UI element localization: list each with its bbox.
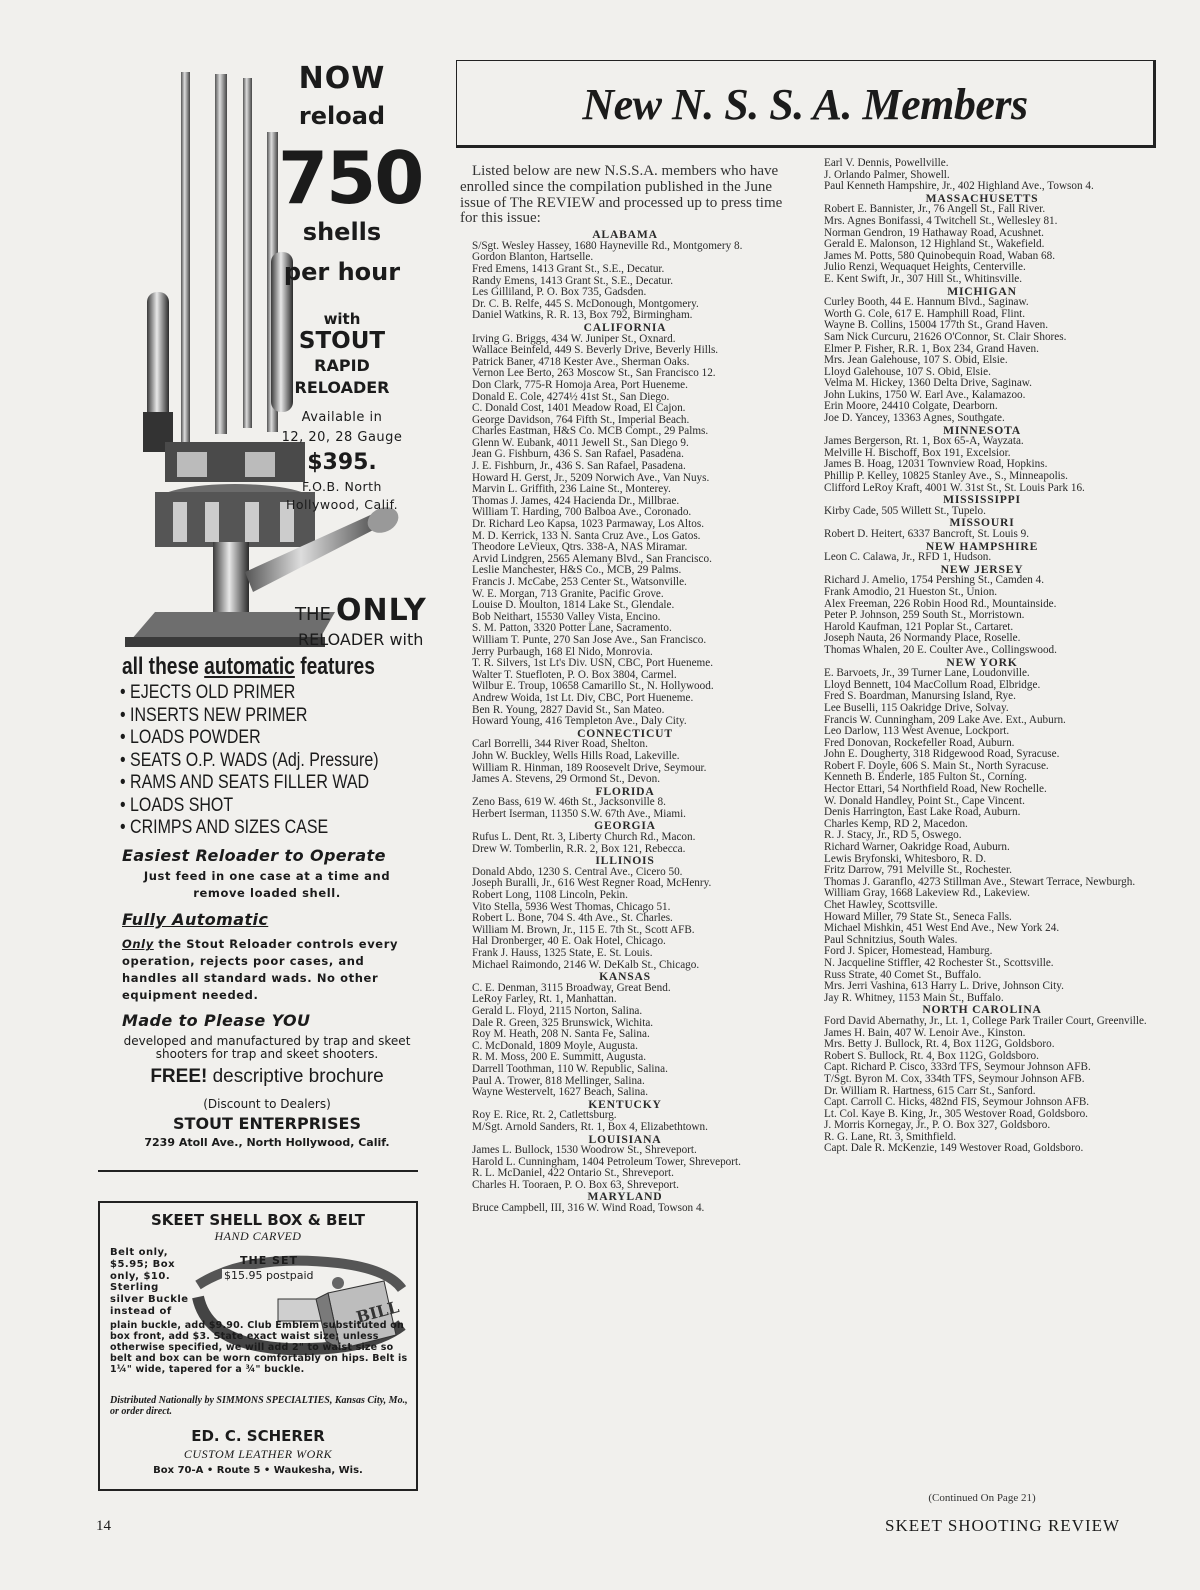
member-entry: T/Sgt. Byron M. Cox, 334th TFS, Seymour Johnson AFB. xyxy=(824,1072,1085,1085)
member-entry: Bruce Campbell, III, 316 W. Wind Road, Towson 4. xyxy=(472,1202,705,1215)
state-heading: MICHIGAN xyxy=(947,284,1017,298)
member-entry: James L. Bullock, 1530 Woodrow St., Shreveport. xyxy=(472,1144,697,1157)
member-entry: Richard J. Amelio, 1754 Pershing St., Camden 4. xyxy=(824,574,1045,587)
member-entry: John E. Dougherty, 318 Ridgewood Road, Syracuse. xyxy=(824,748,1060,761)
page-number: 14 xyxy=(96,1518,111,1534)
ad-discount: (Discount to Dealers) xyxy=(203,1097,331,1111)
state-heading: LOUISIANA xyxy=(588,1132,662,1146)
member-entry: R. L. McDaniel, 422 Ontario St., Shreveport. xyxy=(472,1167,674,1180)
member-entry: Paul Schnitzius, South Wales. xyxy=(824,933,958,946)
member-entry: Leon C. Calawa, Jr., RFD 1, Hudson. xyxy=(824,551,992,564)
member-entry: Ben R. Young, 2827 David St., San Mateo. xyxy=(472,703,665,716)
member-entry: James B. Hoag, 12031 Townview Road, Hopkins. xyxy=(824,458,1048,471)
ad-free: FREE! xyxy=(150,1066,208,1087)
box-maker: ED. C. SCHERER xyxy=(191,1427,325,1445)
member-entry: Paul A. Trower, 818 Mellinger, Salina. xyxy=(472,1074,645,1087)
member-entry: Harold Kaufman, 121 Poplar St., Cartaret. xyxy=(824,620,1014,633)
state-heading: KENTUCKY xyxy=(588,1097,662,1111)
state-heading: MISSOURI xyxy=(949,516,1015,530)
member-entry: Jean G. Fishburn, 436 S. San Rafael, Pasadena. xyxy=(472,448,684,461)
member-entry: Joseph Nauta, 26 Normandy Place, Roselle. xyxy=(824,632,1021,645)
ad-fully-body xyxy=(122,936,412,1004)
feature-item: • EJECTS OLD PRIMER xyxy=(120,681,296,703)
member-entry: Lewis Bryfonski, Whitesboro, R. D. xyxy=(824,852,987,865)
state-heading: NEW HAMPSHIRE xyxy=(925,539,1039,553)
member-entry: Howard Young, 416 Templeton Ave., Daly City. xyxy=(472,715,687,728)
ad-with: with xyxy=(323,310,361,328)
member-entry: C. Donald Cost, 1401 Meadow Road, El Cajon. xyxy=(472,402,686,415)
state-heading: MINNESOTA xyxy=(943,423,1021,437)
member-entry: Earl V. Dennis, Powellville. xyxy=(824,157,949,169)
member-entry: Frank J. Hauss, 1325 State, E. St. Louis. xyxy=(472,947,653,959)
ad-reloader-with: RELOADER with xyxy=(298,630,424,649)
ad-now: NOW xyxy=(298,61,386,96)
member-entry: Ford David Abernathy, Jr., Lt. 1, College Park Trailer Court, Greenville. xyxy=(824,1014,1147,1027)
member-entry: Carl Borrelli, 344 River Road, Shelton. xyxy=(472,738,648,751)
member-entry: Denis Harrington, East Lake Road, Auburn. xyxy=(824,806,1021,819)
member-entry: Louise D. Moulton, 1814 Lake St., Glendale. xyxy=(472,599,675,612)
state-heading: KANSAS xyxy=(599,970,651,984)
member-entry: Robert F. Doyle, 606 S. Main St., North Syracuse. xyxy=(824,759,1049,772)
member-entry: James Bergerson, Rt. 1, Box 65-A, Wayzata. xyxy=(824,435,1024,448)
member-entry: Thomas J. Garanflo, 4273 Stillman Ave., Stewart Terrace, Newburgh. xyxy=(824,875,1136,888)
member-entry: James A. Stevens, 29 Ormond St., Devon. xyxy=(472,773,661,786)
member-entry: Mrs. Agnes Bonifassi, 4 Twitchell St., Wellesley 81. xyxy=(824,214,1058,227)
member-entry: Wayne B. Collins, 15004 177th St., Grand Haven. xyxy=(824,319,1049,332)
box-address: Box 70-A • Route 5 • Waukesha, Wis. xyxy=(153,1465,363,1476)
continued-note: (Continued On Page 21) xyxy=(928,1492,1036,1504)
member-entry: Herbert Iserman, 11350 S.W. 67th Ave., Miami. xyxy=(472,807,686,820)
member-entry: J. Orlando Palmer, Showell. xyxy=(824,168,950,181)
member-entry: Darrell Toothman, 110 W. Republic, Salina. xyxy=(472,1062,668,1075)
member-entry: Robert D. Heitert, 6337 Bancroft, St. Louis 9. xyxy=(824,528,1030,540)
ad-easiest-heading: Easiest Reloader to Operate xyxy=(122,846,386,865)
ad-features-word: features xyxy=(300,653,375,680)
member-entry: Drew W. Tomberlin, R.R. 2, Box 121, Rebecca. xyxy=(472,842,686,855)
member-entry: Theodore LeVieux, Qtrs. 338-A, NAS Miramar. xyxy=(472,541,688,554)
state-heading: ALABAMA xyxy=(592,228,658,242)
magazine-name: SKEET SHOOTING REVIEW xyxy=(885,1516,1121,1535)
member-entry: Worth G. Cole, 617 E. Hamphill Road, Flint. xyxy=(824,307,1026,320)
member-entry: Fritz Darrow, 791 Melville St., Rochester. xyxy=(824,864,1012,877)
ad-address: 7239 Atoll Ave., North Hollywood, Calif. xyxy=(144,1136,390,1149)
member-entry: Dr. Richard Leo Kapsa, 1023 Parmaway, Los Altos. xyxy=(472,518,704,531)
member-entry: John W. Buckley, Wells Hills Road, Lakeville. xyxy=(472,749,680,762)
ad-shells: shells xyxy=(302,218,382,246)
member-entry: William R. Hinman, 189 Roosevelt Drive, Seymour. xyxy=(472,761,707,774)
member-entry: Daniel Watkins, R. R. 13, Box 792, Birmingham. xyxy=(472,309,693,322)
member-entry: Russ Strate, 40 Comet St., Buffalo. xyxy=(824,968,982,981)
member-entry: Sam Nick Curcuru, 21626 O'Connor, St. Clair Shores. xyxy=(824,330,1067,343)
member-entry: Frank Amodio, 21 Hueston St., Union. xyxy=(824,585,998,598)
member-entry: Donald E. Cole, 4274½ 41st St., San Diego. xyxy=(472,390,670,403)
state-heading: NEW JERSEY xyxy=(940,562,1024,576)
member-entry: Clifford LeRoy Kraft, 4001 W. 31st St., St. Louis Park 16. xyxy=(824,481,1085,494)
state-heading: FLORIDA xyxy=(595,784,655,798)
ad-reloader: RELOADER xyxy=(294,378,390,397)
member-entry: Francis W. Cunningham, 209 Lake Ave. Ext., Auburn. xyxy=(824,713,1066,726)
member-entry: Phillip P. Kelley, 10825 Stanley Ave., S., Minneapolis. xyxy=(824,470,1068,483)
member-entry: Arvid Lindgren, 2565 Alemany Blvd., San Francisco. xyxy=(472,552,712,565)
member-entry: M/Sgt. Arnold Sanders, Rt. 1, Box 4, Elizabethtown. xyxy=(472,1120,708,1133)
ad-company: STOUT ENTERPRISES xyxy=(173,1114,361,1133)
member-entry: Mrs. Jean Galehouse, 107 S. Obid, Elsie. xyxy=(824,354,1008,367)
member-entry: Vito Stella, 5936 West Thomas, Chicago 51. xyxy=(472,900,671,913)
state-heading: GEORGIA xyxy=(594,819,656,833)
member-entry: Roy M. Heath, 208 N. Santa Fe, Salina. xyxy=(472,1028,650,1041)
member-entry: Michael Raimondo, 2146 W. DeKalb St., Chicago. xyxy=(472,958,700,971)
ad-the: THE xyxy=(295,604,331,625)
ad-price: $395. xyxy=(307,450,377,475)
member-entry: Irving G. Briggs, 434 W. Juniper St., Oxnard. xyxy=(472,332,676,345)
box-set-price: $15.95 postpaid xyxy=(224,1269,314,1282)
member-entry: Hector Ettari, 54 Northfield Road, New Rochelle. xyxy=(824,783,1047,796)
member-entry: R. G. Lane, Rt. 3, Smithfield. xyxy=(824,1130,957,1143)
member-entry: Peter P. Johnson, 259 South St., Morristown. xyxy=(824,609,1025,622)
ad-all-these: all these xyxy=(122,653,199,680)
member-entry: Andrew Woida, 1st Lt. Div, CBC, Port Hueneme. xyxy=(472,691,694,704)
member-entry: Mrs. Jerri Vashina, 613 Harry L. Drive, Johnson City. xyxy=(824,980,1064,993)
state-heading: MASSACHUSETTS xyxy=(925,191,1039,205)
member-entry: Donald Abdo, 1230 S. Central Ave., Cicero 50. xyxy=(472,865,683,878)
member-entry: Elmer P. Fisher, R.R. 1, Box 234, Grand Haven. xyxy=(824,342,1039,355)
member-entry: Charles H. Tooraen, P. O. Box 63, Shreveport. xyxy=(472,1178,679,1191)
member-entry: Jay R. Whitney, 1153 Main St., Buffalo. xyxy=(824,991,1004,1004)
member-entry: Lee Buselli, 115 Oakridge Drive, Solvay. xyxy=(824,701,1009,714)
member-entry: T. R. Silvers, 1st Lt's Div. USN, CBC, Port Hueneme. xyxy=(472,657,713,670)
member-entry: R. J. Stacy, Jr., RD 5, Oswego. xyxy=(824,829,962,842)
box-subtitle: HAND CARVED xyxy=(214,1229,302,1243)
ad-fully-heading: Fully Automatic xyxy=(122,910,269,929)
member-entry: Gordon Blanton, Hartselle. xyxy=(472,251,594,264)
member-entry: N. Jacqueline Stiffler, 42 Rochester St., Scottsville. xyxy=(824,956,1054,969)
member-entry: Kenneth B. Enderle, 185 Fulton St., Corning. xyxy=(824,771,1027,784)
member-entry: James H. Bain, 407 W. Lenoir Ave., Kinston. xyxy=(824,1026,1026,1039)
member-entry: Lloyd Bennett, 104 MacCollum Road, Elbridge. xyxy=(824,678,1041,691)
box-craft: CUSTOM LEATHER WORK xyxy=(183,1447,333,1461)
member-entry: James M. Potts, 580 Quinobequin Road, Waban 68. xyxy=(824,249,1056,262)
member-entry: Thomas J. James, 424 Hacienda Dr., Millbrae. xyxy=(472,494,680,507)
feature-item: • INSERTS NEW PRIMER xyxy=(120,703,308,726)
member-entry: Melville H. Bischoff, Box 191, Excelsior. xyxy=(824,446,1011,459)
member-entry: William T. Punte, 270 San Jose Ave., San Francisco. xyxy=(472,633,707,646)
state-heading: NORTH CAROLINA xyxy=(922,1003,1042,1017)
member-entry: Leslie Manchester, H&S Co., MCB, 29 Palms. xyxy=(472,564,682,577)
member-entry: M. D. Kerrick, 133 N. Santa Cruz Ave., Los Gatos. xyxy=(472,529,701,542)
box-belt-text: Belt only, $5.95; Box only, $10. Sterling silver Buckle instead of xyxy=(110,1247,189,1317)
state-heading: MISSISSIPPI xyxy=(943,493,1021,507)
ad-rapid: RAPID xyxy=(314,356,370,375)
members-column-2 xyxy=(812,158,1152,1155)
members-column-1 xyxy=(460,164,790,1215)
feature-item: • LOADS SHOT xyxy=(120,793,234,816)
ad-per-hour: per hour xyxy=(283,258,401,286)
ad-gauges: 12, 20, 28 Gauge xyxy=(281,430,403,445)
member-entry: Mrs. Betty J. Bullock, Rt. 4, Box 112G, Goldsboro. xyxy=(824,1038,1055,1051)
ad-available: Available in xyxy=(301,410,383,425)
ad-fully-text: the Stout Reloader controls every operation, rejects poor cases, and handles all standard wads. No other equipment needed. xyxy=(122,937,399,1002)
state-heading: CALIFORNIA xyxy=(583,320,667,334)
ad-only: ONLY xyxy=(336,593,427,628)
member-entry: Capt. Carroll C. Hicks, 482nd FIS, Seymour Johnson AFB. xyxy=(824,1096,1090,1109)
skeet-shell-box-ad xyxy=(98,1201,418,1491)
ad-divider xyxy=(98,1170,418,1172)
ad-all-these-features xyxy=(122,653,375,681)
ad-feature-list xyxy=(120,681,379,839)
member-entry: Erin Moore, 24410 Colgate, Dearborn. xyxy=(824,400,998,413)
title-box xyxy=(456,60,1156,148)
member-entry: Joseph Buralli, Jr., 616 West Regner Road, McHenry. xyxy=(472,877,712,890)
member-entry: Vernon Lee Berto, 263 Moscow St., San Francisco 12. xyxy=(472,367,716,380)
ad-750: 750 xyxy=(278,136,423,220)
member-entry: Wilbur E. Troup, 10658 Camarillo St., N. Hollywood. xyxy=(472,680,714,693)
member-entry: William M. Brown, Jr., 115 E. 7th St., Scott AFB. xyxy=(472,923,695,936)
member-entry: Richard Warner, Oakridge Road, Auburn. xyxy=(824,841,1010,854)
member-entry: Fred S. Boardman, Manursing Island, Rye. xyxy=(824,690,1016,703)
member-entry: Robert Long, 1108 Lincoln, Pekin. xyxy=(472,889,628,902)
member-entry: C. McDonald, 1809 Moyle, Augusta. xyxy=(472,1039,638,1052)
ad-automatic: automatic xyxy=(204,653,295,680)
member-entry: LeRoy Farley, Rt. 1, Manhattan. xyxy=(472,993,617,1006)
member-entry: Robert S. Bullock, Rt. 4, Box 112G, Goldsboro. xyxy=(824,1049,1039,1062)
ad-free-line xyxy=(122,1066,412,1088)
member-entry: Robert L. Bone, 704 S. 4th Ave., St. Charles. xyxy=(472,912,673,925)
feature-item: • SEATS O.P. WADS (Adj. Pressure) xyxy=(120,748,379,771)
box-body: plain buckle, add $9.90. Club Emblem substituted on box front, add $3. State exact waist size; unless otherwise specified, we will add 2" to waist size so belt and box can be worn comfortably on hips. Belt is 1¼" wide, tapered for a ¾" buckle. xyxy=(110,1320,408,1375)
member-entry: Roy E. Rice, Rt. 2, Catlettsburg. xyxy=(472,1109,617,1122)
member-entry: Thomas Whalen, 20 E. Coulter Ave., Collingswood. xyxy=(824,643,1057,656)
member-entry: Charles Kemp, RD 2, Macedon. xyxy=(824,817,968,830)
ad-brochure: descriptive brochure xyxy=(207,1066,384,1087)
member-entry: Harold L. Cunningham, 1404 Petroleum Tower, Shreveport. xyxy=(472,1155,741,1168)
member-entry: Walter T. Stuefloten, P. O. Box 3804, Carmel. xyxy=(472,668,677,681)
member-entry: E. Barvoets, Jr., 39 Turner Lane, Loudonville. xyxy=(824,667,1030,680)
member-entry: Glenn W. Eubank, 4011 Jewell St., San Diego 9. xyxy=(472,436,689,449)
member-entry: Chet Hawley, Scottsville. xyxy=(824,899,938,911)
member-entry: Kirby Cade, 505 Willett St., Tupelo. xyxy=(824,504,986,517)
member-entry: R. M. Moss, 200 E. Summitt, Augusta. xyxy=(472,1051,647,1064)
member-entry: Alex Freeman, 226 Robin Hood Rd., Mountainside. xyxy=(824,597,1057,610)
member-entry: Zeno Bass, 619 W. 46th St., Jacksonville 8. xyxy=(472,796,666,809)
box-distributed: Distributed Nationally by SIMMONS SPECIALTIES, Kansas City, Mo., or order direct. xyxy=(110,1395,408,1417)
member-entry: Dr. C. B. Relfe, 445 S. McDonough, Montgomery. xyxy=(472,297,699,310)
member-entry: J. E. Fishburn, Jr., 436 S. San Rafael, Pasadena. xyxy=(472,460,686,473)
member-entry: Don Clark, 775-R Homoja Area, Port Hueneme. xyxy=(472,378,688,391)
member-entry: Charles Eastman, H&S Co. MCB Compt., 29 Palms. xyxy=(472,425,709,438)
member-entry: Dale R. Green, 325 Brunswick, Wichita. xyxy=(472,1016,654,1029)
member-entry: Patrick Baner, 4718 Kester Ave., Sherman Oaks. xyxy=(472,355,690,368)
feature-item: • CRIMPS AND SIZES CASE xyxy=(120,816,329,838)
member-entry: Gerald L. Floyd, 2115 Norton, Salina. xyxy=(472,1004,643,1017)
box-title: SKEET SHELL BOX & BELT xyxy=(150,1211,366,1229)
member-entry: Wayne Westervelt, 1627 Beach, Salina. xyxy=(472,1086,649,1099)
member-entry: W. Donald Handley, Point St., Cape Vincent. xyxy=(824,794,1025,807)
member-entry: Joe D. Yancey, 13363 Agnes, Southgate. xyxy=(824,412,1005,425)
member-entry: Julio Renzi, Wequaquet Heights, Centerville. xyxy=(824,261,1026,274)
member-entry: Hal Dronberger, 40 E. Oak Hotel, Chicago. xyxy=(472,935,666,948)
member-entry: Ford J. Spicer, Homestead, Hamburg. xyxy=(824,945,993,958)
member-entry: Robert E. Bannister, Jr., 76 Angell St., Fall River. xyxy=(824,203,1046,216)
member-entry: Paul Kenneth Hampshire, Jr., 402 Highland Ave., Towson 4. xyxy=(824,180,1094,193)
member-entry: Lloyd Galehouse, 107 S. Obid, Elsie. xyxy=(824,365,991,378)
intro-paragraph: Listed below are new N.S.S.A. members who have enrolled since the compilation published in the June issue of The REVIEW and processed up to press time for this issue: xyxy=(460,163,783,227)
member-entry: Wallace Beinfeld, 449 S. Beverly Drive, Beverly Hills. xyxy=(472,344,719,357)
buckle-text: BILL xyxy=(354,1297,402,1327)
ad-made-heading: Made to Please YOU xyxy=(122,1011,311,1030)
member-entry: Howard Miller, 79 State St., Seneca Falls. xyxy=(824,910,1012,923)
member-entry: John Lukins, 1750 W. Earl Ave., Kalamazoo. xyxy=(824,388,1026,401)
feature-item: • LOADS POWDER xyxy=(120,726,261,748)
state-heading: ILLINOIS xyxy=(595,854,655,868)
state-heading: NEW YORK xyxy=(946,655,1018,669)
member-entry: Marvin L. Griffith, 236 Laine St., Monterey. xyxy=(472,483,671,496)
member-entry: Dr. William R. Hartness, 615 Carr St., Sanford. xyxy=(824,1084,1036,1097)
member-entry: S/Sgt. Wesley Hassey, 1680 Hayneville Rd., Montgomery 8. xyxy=(472,239,743,252)
member-entry: Bob Neithart, 15530 Valley Vista, Encino. xyxy=(472,610,661,623)
member-entry: Curley Booth, 44 E. Hannum Blvd., Saginaw. xyxy=(824,296,1029,309)
member-entry: William Gray, 1668 Lakeview Rd., Lakeview. xyxy=(824,887,1030,900)
ad-fob-1: F.O.B. North xyxy=(302,479,382,494)
member-entry: Howard H. Gerst, Jr., 5209 Norwich Ave., Van Nuys. xyxy=(472,471,710,484)
member-entry: S. M. Patton, 3320 Potter Lane, Sacramento. xyxy=(472,622,672,635)
member-entry: Michael Mishkin, 451 West End Ave., New York 24. xyxy=(824,922,1060,935)
state-heading: CONNECTICUT xyxy=(577,726,673,740)
ad-made-body: developed and manufactured by trap and skeet shooters for trap and skeet shooters. xyxy=(123,1034,411,1061)
member-entry: Fred Emens, 1413 Grant St., S.E., Decatur. xyxy=(472,262,665,275)
member-entry: Gerald E. Malonson, 12 Highland St., Wakefield. xyxy=(824,238,1045,251)
member-entry: Fred Donovan, Rockefeller Road, Auburn. xyxy=(824,736,1015,749)
member-entry: Velma M. Hickey, 1360 Delta Drive, Saginaw. xyxy=(824,377,1032,390)
member-entry: Leo Darlow, 113 West Avenue, Lockport. xyxy=(824,725,1010,738)
member-entry: Les Gilliland, P. O. Box 735, Gadsden. xyxy=(472,286,647,299)
feature-item: • RAMS AND SEATS FILLER WAD xyxy=(120,771,370,793)
member-entry: George Davidson, 764 Fifth St., Imperial Beach. xyxy=(472,413,690,426)
member-entry: Francis J. McCabe, 253 Center St., Watsonville. xyxy=(472,576,687,588)
member-entry: Rufus L. Dent, Rt. 3, Liberty Church Rd., Macon. xyxy=(472,831,696,844)
member-entry: Lt. Col. Kaye B. King, Jr., 305 Westover Road, Goldsboro. xyxy=(824,1107,1088,1120)
member-entry: William T. Harding, 700 Balboa Ave., Coronado. xyxy=(472,506,692,519)
ad-fully-only: Only xyxy=(122,937,154,951)
member-entry: Norman Gendron, 19 Hathaway Road, Acushnet. xyxy=(824,226,1044,239)
ad-easiest-body: Just feed in one case at a time and remove loaded shell. xyxy=(143,869,391,900)
box-set-label: THE SET xyxy=(240,1254,298,1267)
ad-stout: STOUT xyxy=(298,328,386,354)
ad-reload: reload xyxy=(298,102,386,130)
member-entry: Randy Emens, 1413 Grant St., S.E., Decatur. xyxy=(472,274,674,287)
member-entry: W. E. Morgan, 713 Granite, Pacific Grove. xyxy=(472,587,664,600)
state-heading: MARYLAND xyxy=(587,1190,663,1204)
member-entry: Capt. Richard P. Cisco, 333rd TFS, Seymour Johnson AFB. xyxy=(824,1061,1091,1074)
member-entry: Capt. Dale R. McKenzie, 149 Westover Road, Goldsboro. xyxy=(824,1142,1084,1155)
member-entry: Jerry Purbaugh, 168 El Nido, Monrovia. xyxy=(472,645,653,658)
page-title: New N. S. S. A. Members xyxy=(582,80,1028,129)
ad-fob-2: Hollywood, Calif. xyxy=(285,497,399,512)
member-entry: E. Kent Swift, Jr., 307 Hill St., Whitinsville. xyxy=(824,272,1023,285)
member-entry: J. Morris Kornegay, Jr., P. O. Box 327, Goldsboro. xyxy=(824,1119,1051,1132)
member-entry: C. E. Denman, 3115 Broadway, Great Bend. xyxy=(472,981,671,994)
